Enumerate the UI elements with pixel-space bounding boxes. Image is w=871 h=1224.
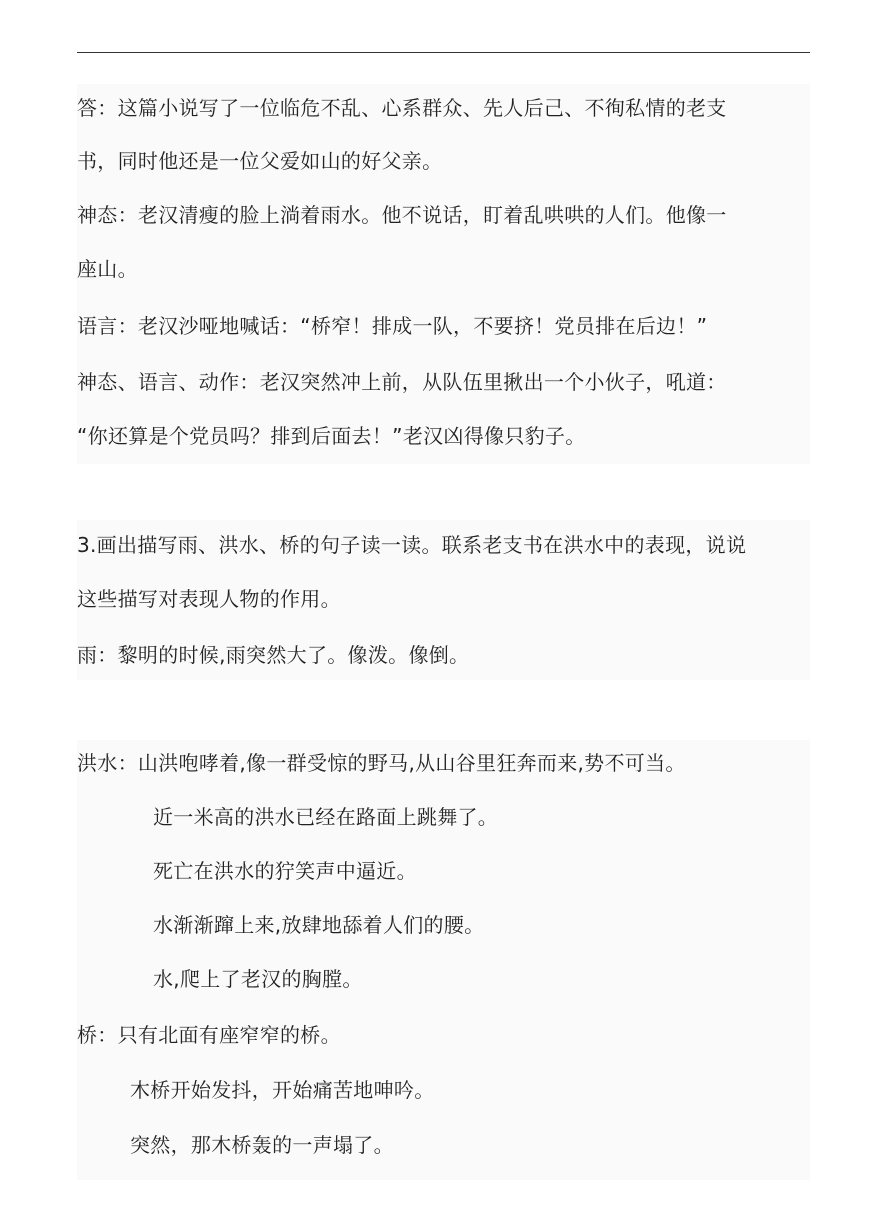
question-3-line: 这些描写对表现人物的作用。 xyxy=(77,587,341,611)
expression-line: 座山。 xyxy=(77,257,138,281)
action-line: “你还算是个党员吗？排到后面去！”老汉凶得像只豹子。 xyxy=(77,424,586,448)
bridge-item: 突然，那木桥轰的一声塌了。 xyxy=(130,1133,394,1157)
answer-line: 答：这篇小说写了一位临危不乱、心系群众、先人后己、不徇私情的老支 xyxy=(77,96,727,120)
expression-line: 神态：老汉清瘦的脸上淌着雨水。他不说话，盯着乱哄哄的人们。他像一 xyxy=(77,203,727,227)
flood-item: 水渐渐蹿上来,放肆地舔着人们的腰。 xyxy=(153,913,485,937)
action-line: 神态、语言、动作：老汉突然冲上前，从队伍里揪出一个小伙子，吼道： xyxy=(77,370,727,394)
flood-item: 水,爬上了老汉的胸膛。 xyxy=(153,967,363,991)
flood-item: 近一米高的洪水已经在路面上跳舞了。 xyxy=(153,805,499,829)
speech-line: 语言：老汉沙哑地喊话：“桥窄！排成一队，不要挤！党员排在后边！” xyxy=(77,314,708,338)
flood-line: 洪水：山洪咆哮着,像一群受惊的野马,从山谷里狂奔而来,势不可当。 xyxy=(77,751,686,775)
header-rule xyxy=(77,52,810,53)
question-3-line: 3.画出描写雨、洪水、桥的句子读一读。联系老支书在洪水中的表现，说说 xyxy=(77,533,747,557)
answer-line: 书，同时他还是一位父爱如山的好父亲。 xyxy=(77,149,443,173)
bridge-line: 桥：只有北面有座窄窄的桥。 xyxy=(77,1023,341,1047)
flood-item: 死亡在洪水的狞笑声中逼近。 xyxy=(153,859,417,883)
rain-line: 雨：黎明的时候,雨突然大了。像泼。像倒。 xyxy=(77,643,470,667)
bridge-item: 木桥开始发抖，开始痛苦地呻吟。 xyxy=(130,1078,435,1102)
